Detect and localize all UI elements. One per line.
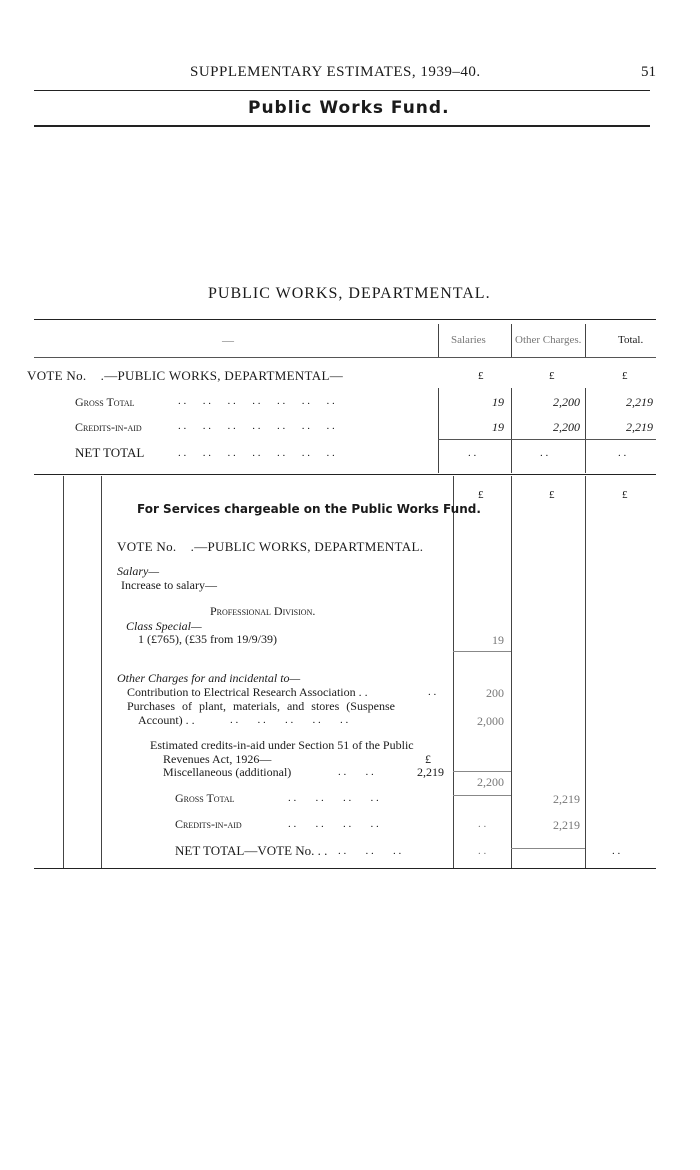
detail-credits-dots: . . . . . . . . (288, 818, 379, 830)
summary-col-salaries: Salaries (451, 334, 486, 346)
detail-col-line-3 (585, 476, 586, 868)
fund-title-rule (34, 125, 650, 127)
detail-vote-line: VOTE No. .—PUBLIC WORKS, DEPARTMENTAL. (117, 539, 424, 554)
class-label: Class Special— (126, 619, 202, 633)
summary-bottom-rule (34, 474, 656, 475)
summary-col-line-2b (511, 388, 512, 473)
summary-net-rule (438, 439, 656, 440)
class-item: 1 (£765), (£35 from 19/9/39) (138, 632, 277, 646)
other-charges-heading: Other Charges for and incidental to— (117, 671, 301, 685)
misc-label: Miscellaneous (additional) (163, 765, 292, 779)
detail-net-total: . . (612, 845, 621, 857)
detail-currency-3: £ (622, 489, 628, 501)
summary-vote-line: VOTE No. .—PUBLIC WORKS, DEPARTMENTAL— (27, 368, 343, 383)
class-item-amount: 19 (492, 633, 504, 647)
division-label: Professional Division. (210, 604, 316, 618)
summary-net-total: . . (618, 447, 627, 459)
summary-currency-other: £ (549, 370, 555, 382)
credits-note-currency: £ (425, 752, 431, 766)
summary-col-total: Total. (618, 334, 644, 346)
net-rule (511, 848, 585, 849)
detail-credits-label: Credits-in-aid (175, 817, 242, 831)
summary-gross-total: 2,219 (626, 395, 653, 409)
fund-title: Public Works Fund. (248, 98, 450, 118)
summary-credits-other: 2,200 (553, 420, 580, 434)
summary-credits-salaries: 19 (492, 420, 504, 434)
section-title: PUBLIC WORKS, DEPARTMENTAL. (208, 285, 491, 302)
summary-currency-total: £ (622, 370, 628, 382)
contribution-label: Contribution to Electrical Research Association . . (127, 685, 368, 699)
summary-currency-salaries: £ (478, 370, 484, 382)
summary-col-line-3b (585, 388, 586, 473)
services-heading: For Services chargeable on the Public Works Fund. (137, 502, 481, 516)
contribution-dots: . . (428, 686, 437, 698)
detail-gross-label: Gross Total (175, 791, 235, 805)
misc-dots: . . . . (338, 766, 374, 778)
detail-gross-dots: . . . . . . . . (288, 792, 379, 804)
page-number: 51 (641, 64, 656, 80)
salary-subtotal-rule (453, 651, 511, 652)
summary-gross-label: Gross Total (75, 395, 135, 409)
summary-col-line-2 (511, 324, 512, 358)
purchases-dots: . . . . . . . . . . (230, 714, 349, 726)
summary-credits-dots: . . . . . . . . . . . . . . (178, 420, 335, 432)
detail-net-dots: . . . . . . (338, 845, 402, 857)
summary-net-dots: . . . . . . . . . . . . . . (178, 447, 335, 459)
purchases-line-2: Account) . . (138, 713, 195, 727)
summary-top-rule (34, 319, 656, 320)
running-title: SUPPLEMENTARY ESTIMATES, 1939–40. (190, 64, 481, 80)
detail-left-line-2 (101, 476, 102, 868)
summary-net-label: NET TOTAL (75, 445, 145, 460)
summary-col-other-charges: Other Charges. (515, 334, 582, 346)
contribution-amount: 200 (486, 686, 504, 700)
detail-currency-2: £ (549, 489, 555, 501)
summary-gross-dots: . . . . . . . . . . . . . . (178, 395, 335, 407)
salary-heading: Salary— (117, 564, 159, 578)
summary-gross-other: 2,200 (553, 395, 580, 409)
detail-net-salary: . . (478, 845, 487, 857)
detail-net-label: NET TOTAL—VOTE No. . . (175, 843, 328, 858)
misc-amount: 2,219 (417, 765, 444, 779)
increase-label: Increase to salary— (121, 578, 217, 592)
detail-gross-amount: 2,219 (553, 792, 580, 806)
purchases-line-1: Purchases of plant, materials, and stores (Suspense (127, 699, 395, 713)
detail-currency-1: £ (478, 489, 484, 501)
gross-rule (453, 795, 511, 796)
detail-col-line-1 (453, 476, 454, 868)
summary-col-line-3 (585, 324, 586, 358)
summary-col-line-1b (438, 388, 439, 473)
other-subtotal-rule (453, 771, 511, 772)
credits-note-line-1: Estimated credits-in-aid under Section 51 of the Public (150, 738, 414, 752)
credits-note-line-2: Revenues Act, 1926— (163, 752, 272, 766)
summary-header-rule (34, 357, 656, 358)
purchases-amount: 2,000 (477, 714, 504, 728)
summary-col-description: — (222, 333, 234, 347)
summary-col-line-1 (438, 324, 439, 358)
detail-credits-amount: 2,219 (553, 818, 580, 832)
detail-left-line-1 (63, 476, 64, 868)
header-rule (34, 90, 650, 91)
summary-credits-label: Credits-in-aid (75, 420, 142, 434)
other-subtotal: 2,200 (477, 775, 504, 789)
summary-net-other: . . (540, 447, 549, 459)
summary-net-salaries: . . (468, 447, 477, 459)
detail-credits-salary: . . (478, 818, 487, 830)
summary-gross-salaries: 19 (492, 395, 504, 409)
detail-bottom-rule (34, 868, 656, 869)
detail-col-line-2 (511, 476, 512, 868)
summary-credits-total: 2,219 (626, 420, 653, 434)
